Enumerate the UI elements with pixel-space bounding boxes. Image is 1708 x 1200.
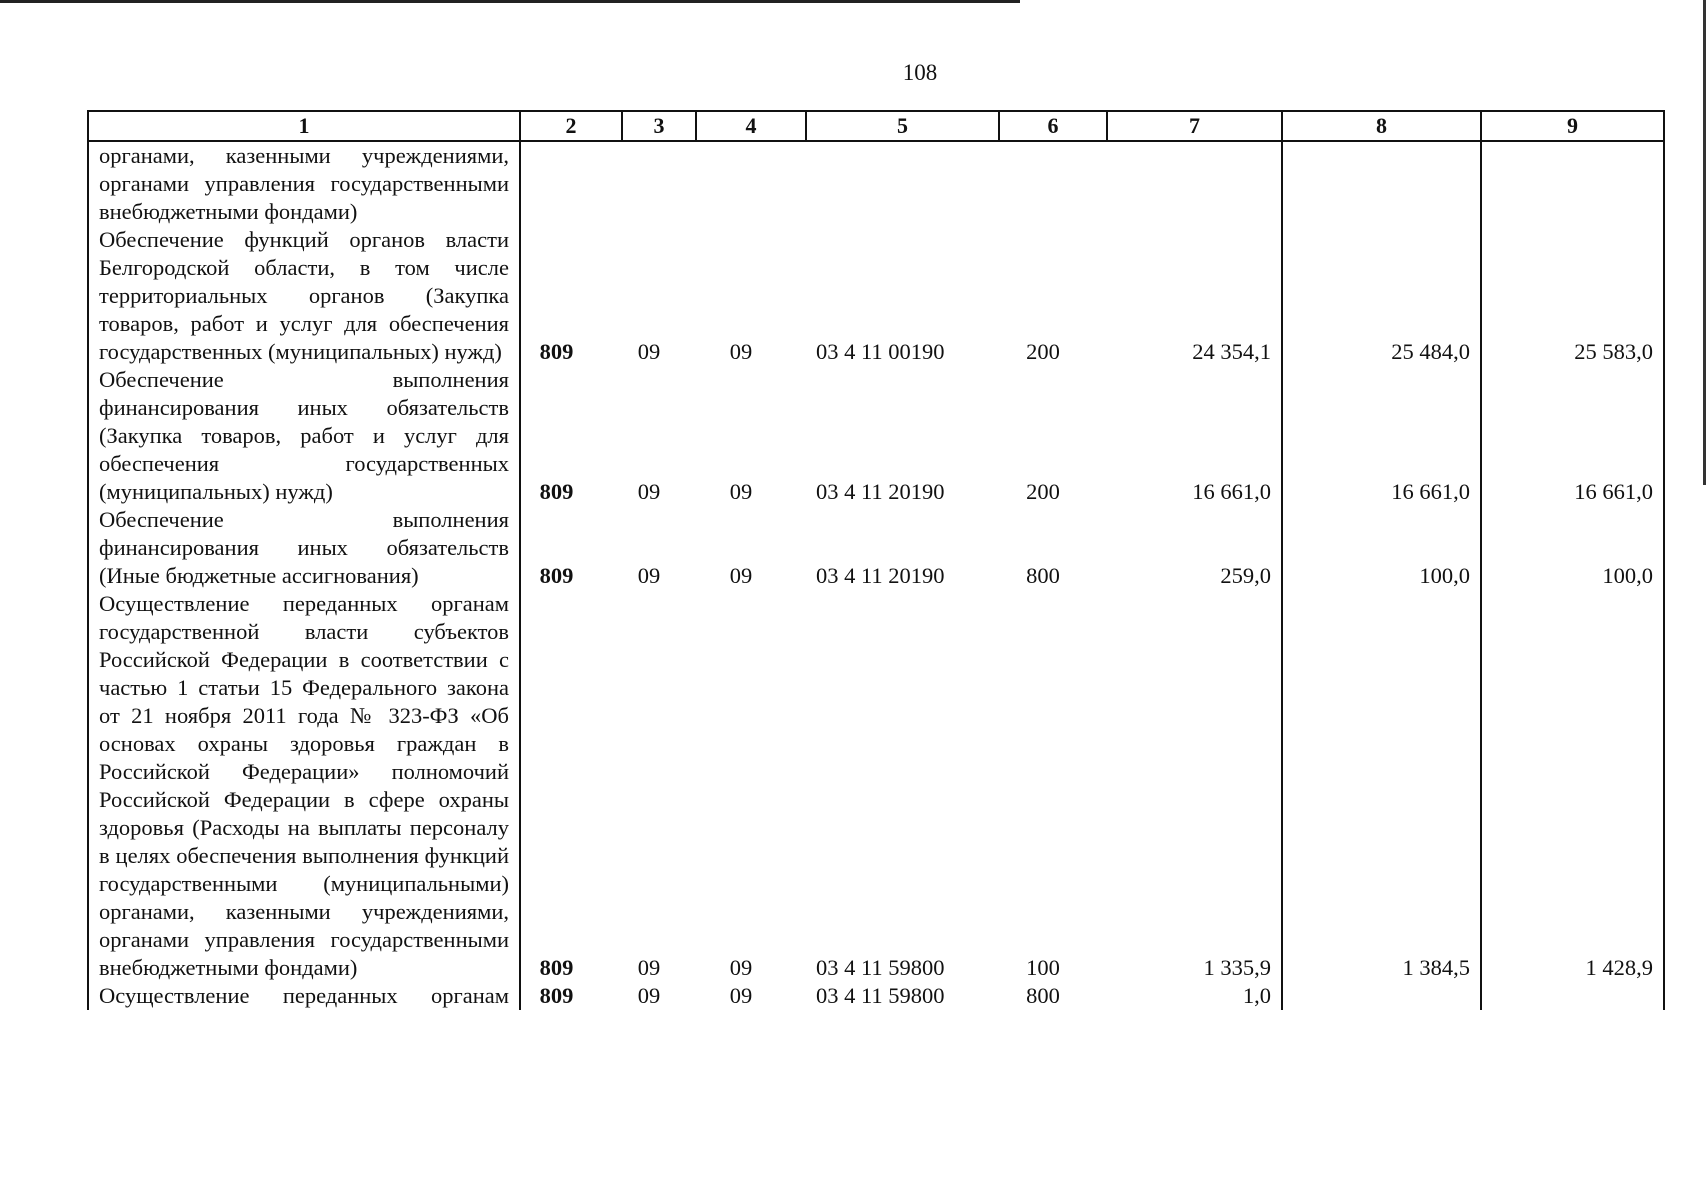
row-c4: 09 xyxy=(729,339,753,364)
row-c9: 100,0 xyxy=(1602,563,1653,588)
header-col-6: 6 xyxy=(999,111,1107,141)
row-description: Обеспечение функций органов власти Белгородской области, в том числе территориальных органов (Закупка товаров, работ и услуг для обеспечения государственных (муниципальных) нужд) xyxy=(88,226,520,366)
row-c5: 03 4 11 20190 xyxy=(816,563,945,588)
row-c4 xyxy=(696,141,806,226)
row-c9: 1 428,9 xyxy=(1585,955,1653,980)
row-c6: 200 xyxy=(1026,479,1060,504)
row-description: Осуществление переданных органам xyxy=(88,982,520,1010)
page-number: 108 xyxy=(902,60,938,85)
row-c3: 09 xyxy=(637,479,661,504)
header-col-1: 1 xyxy=(88,111,520,141)
row-c2 xyxy=(520,141,622,226)
header-col-4: 4 xyxy=(696,111,806,141)
table-row xyxy=(88,226,1664,366)
row-c6: 800 xyxy=(1026,563,1060,588)
row-c8 xyxy=(1282,982,1481,1010)
row-c3: 09 xyxy=(637,983,661,1008)
row-c7: 1 335,9 xyxy=(1107,590,1282,982)
row-c2: 809 xyxy=(539,983,574,1008)
header-col-5: 5 xyxy=(806,111,999,141)
row-c7: 16 661,0 xyxy=(1107,366,1282,506)
table-row xyxy=(88,590,1664,982)
row-c8 xyxy=(1282,141,1481,226)
table-row xyxy=(88,141,1664,226)
row-description: Обеспечение выполнения финансирования иных обязательств (Иные бюджетные ассигнования) xyxy=(88,506,520,590)
row-description: Осуществление переданных органам государственной власти субъектов Российской Федерации в соответствии с частью 1 статьи 15 Федерального закона от 21 ноября 2011 года № 323-ФЗ «Об основах охраны здоровья граждан в Российской Федерации» полномочий Российской Федерации в сфере охраны здоровья (Расходы на выплаты персоналу в целях обеспечения выполнения функций государственными (муниципальными) органами, казенными учреждениями, органами управления государственными внебюджетными фондами) xyxy=(88,590,520,982)
table-row xyxy=(88,506,1664,590)
row-c3 xyxy=(622,141,696,226)
row-c9: 16 661,0 xyxy=(1574,479,1653,504)
row-c9 xyxy=(1481,141,1664,226)
row-c4: 09 xyxy=(729,983,753,1008)
row-c6: 800 xyxy=(1026,983,1060,1008)
table-body xyxy=(88,141,1664,1010)
row-c2: 809 xyxy=(539,339,574,364)
row-c5: 03 4 11 00190 xyxy=(816,339,945,364)
row-c2: 809 xyxy=(539,479,574,504)
row-c3: 09 xyxy=(637,955,661,980)
row-c9: 25 583,0 xyxy=(1574,339,1653,364)
budget-table xyxy=(87,110,1665,1010)
row-c4: 09 xyxy=(729,955,753,980)
row-c5: 03 4 11 59800 xyxy=(816,955,945,980)
row-c6: 100 xyxy=(1026,955,1060,980)
header-col-9: 9 xyxy=(1481,111,1664,141)
row-c6: 200 xyxy=(1026,339,1060,364)
row-c7: 24 354,1 xyxy=(1107,226,1282,366)
row-c7: 1,0 xyxy=(1107,982,1282,1010)
table-header xyxy=(88,111,1664,141)
row-c9 xyxy=(1481,982,1664,1010)
row-c4: 09 xyxy=(729,479,753,504)
row-c8: 1 384,5 xyxy=(1282,590,1481,982)
row-c2: 809 xyxy=(539,955,574,980)
row-c4: 09 xyxy=(729,563,753,588)
header-row xyxy=(88,111,1664,141)
row-c8: 16 661,0 xyxy=(1282,366,1481,506)
row-description: Обеспечение выполнения финансирования иных обязательств (Закупка товаров, работ и услуг для обеспечения государственных (муниципальных) нужд) xyxy=(88,366,520,506)
row-c6 xyxy=(999,141,1107,226)
row-c7: 259,0 xyxy=(1107,506,1282,590)
header-col-2: 2 xyxy=(520,111,622,141)
header-col-8: 8 xyxy=(1282,111,1481,141)
table-row xyxy=(88,982,1664,1010)
row-c2: 809 xyxy=(539,563,574,588)
table-row xyxy=(88,366,1664,506)
row-c8: 100,0 xyxy=(1282,506,1481,590)
row-c8: 25 484,0 xyxy=(1282,226,1481,366)
row-c7 xyxy=(1107,141,1282,226)
row-c5: 03 4 11 20190 xyxy=(816,479,945,504)
row-c3: 09 xyxy=(637,563,661,588)
row-c5: 03 4 11 59800 xyxy=(816,983,945,1008)
row-c3: 09 xyxy=(637,339,661,364)
row-c5 xyxy=(806,141,999,226)
row-description: органами, казенными учреждениями, органами управления государственными внебюджетными фондами) xyxy=(88,141,520,226)
header-col-7: 7 xyxy=(1107,111,1282,141)
header-col-3: 3 xyxy=(622,111,696,141)
top-rule xyxy=(0,0,1020,3)
